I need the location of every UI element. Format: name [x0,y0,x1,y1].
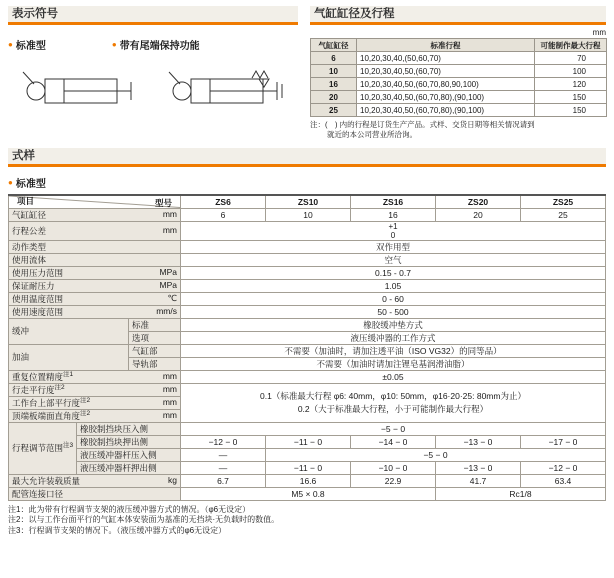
value-cell: −11 − 0 [266,461,351,474]
label-text: 最大允许装载质量 [12,475,81,486]
symbol-drawings [8,64,298,114]
row-label [9,279,181,292]
value-cell: 16 [351,208,436,221]
footnote-3: 注3：行程调节支架的情况下。（液压缓冲器方式的φ6无设定） [8,525,227,535]
spec-row-proof-pressure [9,279,606,292]
spec-row-max-load [9,474,606,487]
row-label [9,370,181,383]
spec-footnotes [8,505,606,537]
value-cell: −10 − 0 [351,461,436,474]
standard-stroke-cell: 10,20,30,40,50,(60,70,80),(90,100) [357,104,535,117]
max-stroke-cell: 120 [535,78,607,91]
note-marker: 注1 [63,370,74,378]
label-text: 重复位置精度 [12,371,64,382]
sub-label: 橡胶制挡块押出侧 [77,435,181,448]
sub-label: 液压缓冲器杆压入侧 [77,448,181,461]
tolerance-lower: 0 [390,230,396,240]
value-cell: 6.7 [181,474,266,487]
bore-cell: 16 [311,78,357,91]
row-label [9,383,181,396]
value-cell: 63.4 [521,474,606,487]
spec-subtitle [8,175,606,190]
bore-cell: 25 [311,104,357,117]
bullet-icon: ● [8,40,13,49]
value-cell: — [181,461,266,474]
spec-row-cushion-standard [9,318,606,331]
parallelism-line-2: 0.2（大于标准最大行程，小于可能制作最大行程） [297,403,489,414]
value-cell: 10 [266,208,351,221]
max-stroke-cell: 150 [535,104,607,117]
value-cell: −12 − 0 [521,461,606,474]
note-marker: 注2 [80,409,91,417]
symbol-labels-row [8,37,298,52]
tail-hold-text: 带有尾端保持功能 [119,41,200,52]
max-stroke-cell: 70 [535,52,607,65]
spec-header-row [9,195,606,208]
value-cell: −17 − 0 [521,435,606,448]
bullet-icon: ● [111,40,117,49]
tail-hold-label [112,37,200,52]
spec-table [8,194,606,501]
model-header: ZS20 [436,195,521,208]
row-label-stroke-adjust [9,422,77,474]
bore-cell: 10 [311,65,357,78]
sub-label: 导轨部 [129,357,181,370]
value-cell: −13 − 0 [436,461,521,474]
tolerance-fraction [183,222,603,240]
value-cell: 20 [436,208,521,221]
value-cell [181,221,606,240]
parallelism-value-cell [181,383,606,422]
label-text: 行走平行度 [12,384,55,395]
row-label: 配管连接口径 [9,487,181,500]
label-text: 顶端板端面直角度 [12,410,81,421]
row-label [9,292,181,305]
symbols-column [8,6,298,140]
spec-row-temperature [9,292,606,305]
row-label [9,409,181,422]
bore-table-note [310,120,606,140]
value-cell: 不需要（加油时，请加注透平油（ISO VG32）的同等品） [181,344,606,357]
note-marker: 注3 [63,442,74,450]
spec-row-oil-cylinder [9,344,606,357]
row-label [9,396,181,409]
label-text: 使用速度范围 [12,306,64,317]
standard-stroke-cell: 10,20,30,40,50,(60,70,80,90,100) [357,78,535,91]
footnote-2: 注2：以与工作台面平行的气缸本体安装面为基准的无挡块·无负载时的数值。 [8,515,280,524]
row-label [9,305,181,318]
table-row [311,52,607,65]
standard-type-text: 标准型 [15,41,46,52]
value-cell: M5 × 0.8 [181,487,436,500]
label-text: 工作台上部平行度 [12,397,81,408]
spec-row-adjust-rubber-out [9,435,606,448]
spec-row-travel-parallelism [9,383,606,396]
tail-hold-cylinder-symbol [164,64,292,114]
row-label: 使用流体 [9,253,181,266]
sub-label: 选项 [129,331,181,344]
value-cell: 22.9 [351,474,436,487]
section-title-symbols: 表示符号 [8,6,298,25]
max-stroke-cell: 100 [535,65,607,78]
spec-row-bore [9,208,606,221]
corner-item-label: 项目 [17,195,35,206]
corner-model-label: 型号 [154,198,172,208]
bore-stroke-table [310,38,607,117]
standard-stroke-cell: 10,20,30,40,(50,60,70) [357,52,535,65]
sub-label: 气缸部 [129,344,181,357]
spec-row-piping [9,487,606,500]
label-text: 行程调节范围 [12,443,64,453]
table-row [311,91,607,104]
unit-text: mm [162,208,177,219]
row-label [9,208,181,221]
spec-subtitle-text: 标准型 [15,179,46,190]
value-cell: −12 − 0 [181,435,266,448]
unit-text: mm [162,224,177,235]
value-cell: ±0.05 [181,370,606,383]
table-row [311,104,607,117]
model-header: ZS16 [351,195,436,208]
unit-note: mm [592,28,606,37]
sub-label: 液压缓冲器杆押出侧 [77,461,181,474]
unit-text: ℃ [167,292,177,303]
unit-text: mm/s [156,305,177,316]
bore-cell: 20 [311,91,357,104]
value-cell: 41.7 [436,474,521,487]
spec-row-repeat-accuracy [9,370,606,383]
spec-row-stroke-tolerance [9,221,606,240]
value-cell: −11 − 0 [266,435,351,448]
note-line-1: 注：( ) 内的行程是订货生产产品。式样、交货日期等相关情况请到 [310,120,535,129]
spec-corner-cell [9,195,181,208]
col-header-max-stroke: 可能制作最大行程 [535,39,607,52]
row-label-oil: 加油 [9,344,129,370]
standard-type-label [8,37,46,52]
value-cell: 16.6 [266,474,351,487]
value-cell: 25 [521,208,606,221]
model-header: ZS25 [521,195,606,208]
value-cell: −14 − 0 [351,435,436,448]
unit-text: mm [162,409,177,420]
value-cell: −5 − 0 [181,422,606,435]
spec-row-pressure [9,266,606,279]
row-label [9,266,181,279]
model-header: ZS6 [181,195,266,208]
value-cell: — [181,448,266,461]
spec-row-adjust-hydraulic-in [9,448,606,461]
spec-row-adjust-hydraulic-out [9,461,606,474]
unit-text: MPa [159,279,177,290]
spec-row-fluid [9,253,606,266]
standard-stroke-cell: 10,20,30,40,50,(60,70) [357,65,535,78]
section-title-bore-stroke: 气缸缸径及行程 [310,6,606,25]
label-text: 行程公差 [12,225,47,236]
unit-text: mm [162,370,177,381]
table-row [311,78,607,91]
table-row [311,65,607,78]
col-header-standard-stroke: 标准行程 [357,39,535,52]
row-label [9,221,181,240]
value-cell: 双作用型 [181,240,606,253]
label-text: 使用压力范围 [12,267,64,278]
note-marker: 注2 [80,396,91,404]
label-text: 气缸缸径 [12,209,47,220]
bore-stroke-column [310,6,606,140]
value-cell: 6 [181,208,266,221]
value-cell: 1.05 [181,279,606,292]
parallelism-line-1: 0.1（标准最大行程 φ6: 40mm，φ10: 50mm，φ16·20·25: 80mm为止） [260,391,526,401]
spec-row-action [9,240,606,253]
value-cell: 不需要（加油时请加注锂皂基润滑油脂） [181,357,606,370]
note-line-2: 就近的本公司营业所洽询。 [327,130,417,139]
spec-row-speed [9,305,606,318]
standard-cylinder-symbol [18,64,138,114]
label-text: 保证耐压力 [12,280,55,291]
spec-row-adjust-rubber-in [9,422,606,435]
value-cell: 50 - 500 [181,305,606,318]
section-title-spec: 式样 [8,148,606,167]
bore-cell: 6 [311,52,357,65]
label-text: 使用温度范围 [12,293,64,304]
unit-text: MPa [159,266,177,277]
tolerance-upper: +1 [388,221,398,231]
standard-stroke-cell: 10,20,30,40,50,(60,70,80),(90,100) [357,91,535,104]
value-cell: 空气 [181,253,606,266]
value-cell: 液压缓冲器的工作方式 [181,331,606,344]
value-cell: Rc1/8 [436,487,606,500]
bullet-icon: ● [8,178,13,187]
model-header: ZS10 [266,195,351,208]
row-label: 动作类型 [9,240,181,253]
sub-label: 标准 [129,318,181,331]
unit-text: mm [162,383,177,394]
row-label [9,474,181,487]
table-header-row [311,39,607,52]
value-cell: −5 − 0 [266,448,606,461]
unit-text: mm [162,396,177,407]
sub-label: 橡胶制挡块压入侧 [77,422,181,435]
value-cell: 橡胶缓冲垫方式 [181,318,606,331]
note-marker: 注2 [54,383,65,391]
value-cell: 0.15 - 0.7 [181,266,606,279]
top-area [8,6,606,140]
value-cell: 0 - 60 [181,292,606,305]
max-stroke-cell: 150 [535,91,607,104]
row-label-cushion: 缓冲 [9,318,129,344]
footnote-1: 注1：此为带有行程调节支架的液压缓冲器方式的情况。（φ6无设定） [8,504,251,514]
unit-text: kg [168,474,177,485]
col-header-bore: 气缸缸径 [311,39,357,52]
value-cell: −13 − 0 [436,435,521,448]
